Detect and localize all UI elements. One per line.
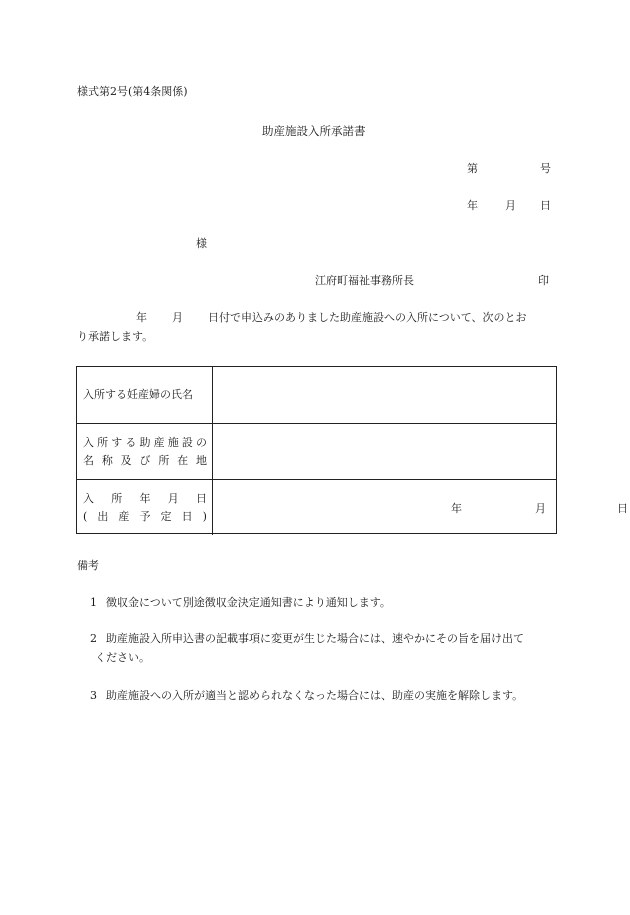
issuer-name: 江府町福祉事務所長	[315, 274, 414, 287]
label-char: 月	[167, 492, 179, 505]
label-facility-line1	[83, 437, 207, 448]
label-char: 出	[97, 510, 109, 523]
body-text-line2: り承諾します。	[77, 330, 154, 343]
label-char: す	[111, 436, 123, 449]
remark-number-3: 3	[90, 689, 97, 702]
label-admission-line1	[83, 493, 207, 504]
label-char: 予	[139, 510, 151, 523]
label-char: 及	[120, 454, 132, 467]
label-char: 所	[111, 492, 123, 505]
remark-text-1: 徴収金について別途徴収金決定通知書により通知します。	[106, 596, 391, 609]
date-month: 月	[505, 199, 516, 212]
date-day: 日	[540, 199, 551, 212]
admission-month: 月	[535, 502, 546, 515]
label-char: る	[125, 436, 137, 449]
table-row-facility	[77, 423, 556, 479]
label-char: 年	[139, 492, 151, 505]
table-label-cell	[77, 424, 213, 479]
document-title: 助産施設入所承諾書	[262, 124, 366, 138]
facility-field	[213, 424, 556, 479]
table-label-cell	[77, 480, 213, 535]
label-char: 地	[195, 454, 207, 467]
admission-year: 年	[451, 502, 462, 515]
label-char: 称	[101, 454, 113, 467]
addressee-honorific: 様	[196, 237, 207, 250]
label-char: 定	[160, 510, 172, 523]
label-char: 助	[139, 436, 151, 449]
body-year: 年	[136, 311, 147, 324]
label-char: 入	[83, 436, 94, 449]
remark-text-3: 助産施設への入所が適当と認められなくなった場合には、助産の実施を解除します。	[106, 689, 524, 702]
label-char: 日	[181, 510, 193, 523]
label-mother-name: 入所する妊産婦の氏名	[83, 388, 193, 401]
form-number: 様式第2号(第4条関係)	[77, 85, 188, 98]
remark-text-2: 助産施設入所申込書の記載事項に変更が生じた場合には、速やかにその旨を届け出て	[106, 632, 524, 645]
body-text-line1: 日付で申込みのありました助産施設への入所について、次のとお	[208, 311, 527, 324]
label-char: 所	[97, 436, 109, 449]
label-char: (	[83, 510, 88, 523]
approval-table	[76, 366, 628, 534]
admission-day: 日	[617, 502, 628, 515]
label-char: び	[139, 454, 151, 467]
label-char: 在	[177, 454, 189, 467]
remark-number-1: 1	[90, 596, 97, 609]
date-year: 年	[467, 199, 478, 212]
label-char: )	[202, 510, 207, 523]
label-char: 日	[196, 492, 207, 505]
remark-text-2-cont: ください。	[95, 651, 150, 664]
remark-number-2: 2	[90, 632, 97, 645]
label-char: 産	[153, 436, 165, 449]
admission-date-field	[213, 480, 628, 535]
label-char: 施	[167, 436, 179, 449]
body-month: 月	[172, 311, 183, 324]
table-row-name	[77, 367, 556, 423]
label-admission-line2	[83, 511, 207, 522]
doc-number-go: 号	[540, 162, 551, 175]
label-char: 入	[83, 492, 94, 505]
doc-number-dai: 第	[467, 162, 478, 175]
table-label-cell	[77, 367, 213, 423]
label-char: 設	[181, 436, 193, 449]
table-row-admission-date	[77, 479, 628, 535]
label-char: 産	[118, 510, 130, 523]
label-char: 所	[158, 454, 170, 467]
seal-mark: 印	[538, 274, 549, 287]
remarks-heading: 備考	[77, 559, 99, 572]
mother-name-field	[213, 367, 556, 423]
label-facility-line2	[83, 455, 207, 466]
label-char: 名	[83, 454, 94, 467]
label-char: の	[196, 436, 207, 449]
